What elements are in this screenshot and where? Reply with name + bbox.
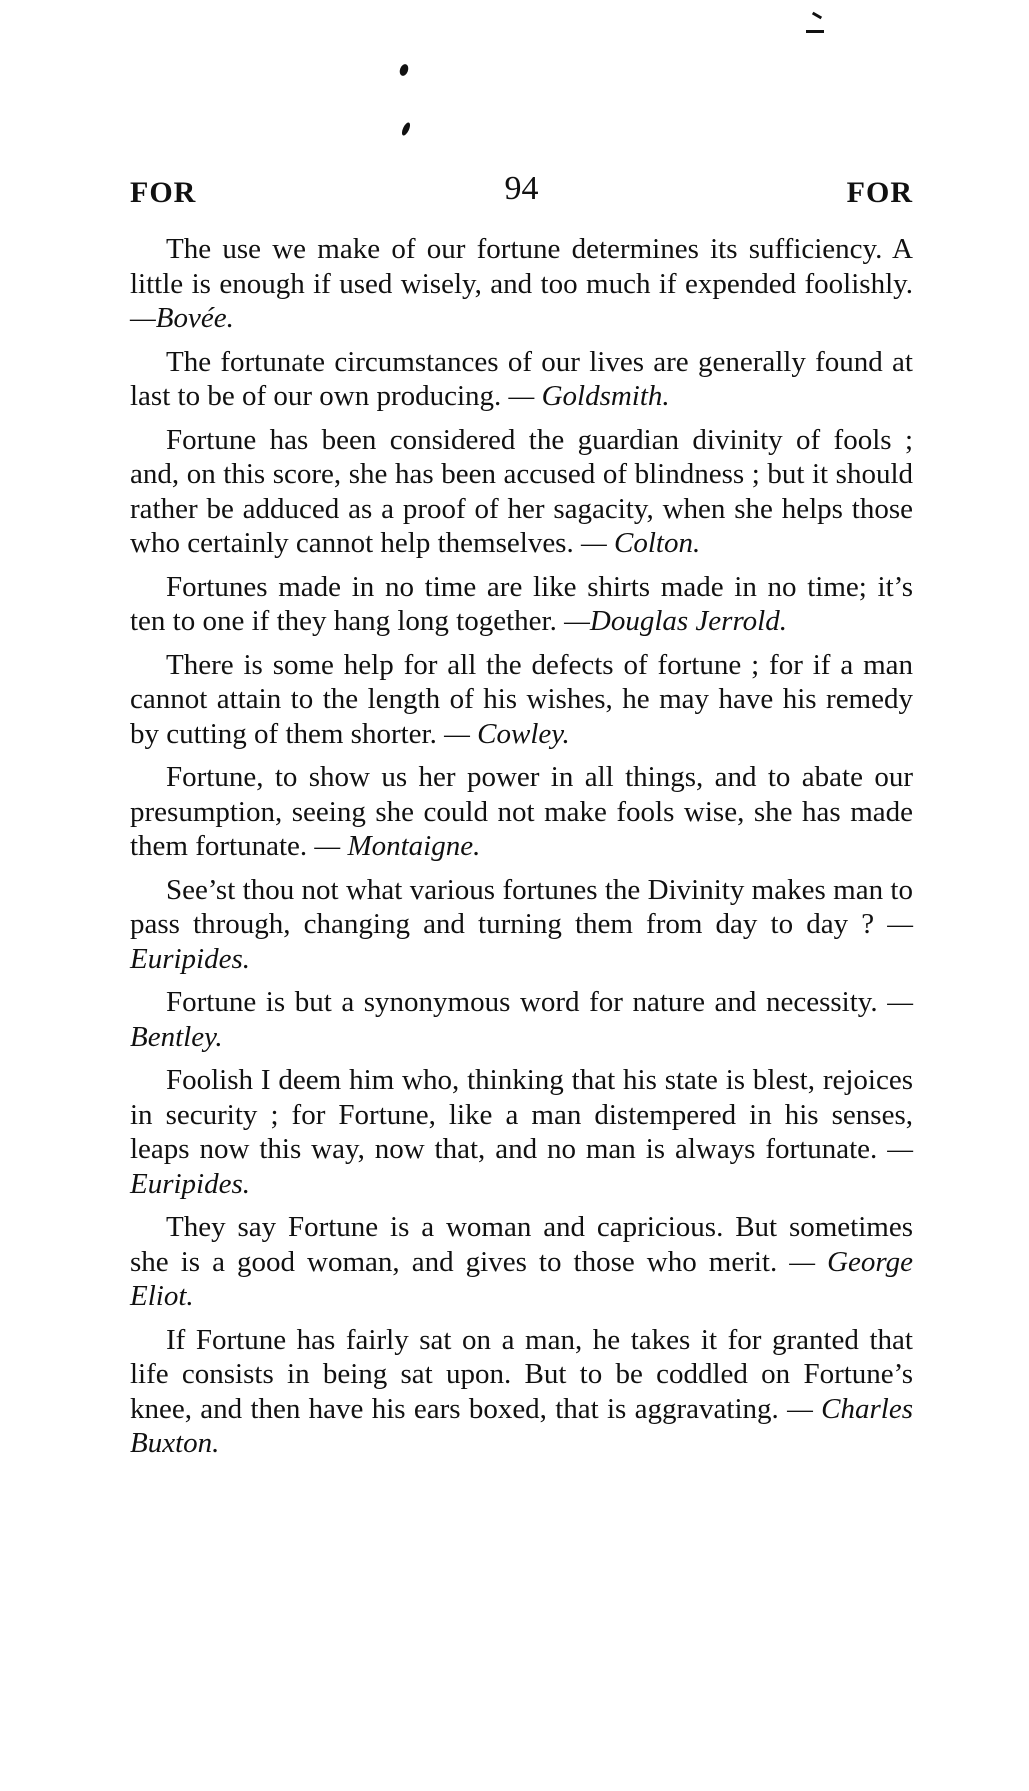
quotes-body [130, 232, 913, 1470]
quote-paragraph [130, 423, 913, 561]
quote-paragraph [130, 1063, 913, 1201]
quote-paragraph [130, 232, 913, 336]
running-head [130, 170, 913, 210]
quote-text: There is some help for all the defects of fortune ; for if a man cannot attain to the length of his wishes, he may have his remedy by cutting of them shorter. [130, 648, 913, 750]
quote-text: Fortune, to show us her power in all things, and to abate our presumption, seeing she could not make fools wise, she has made them fortunate. [130, 761, 913, 862]
quote-text: See’st thou not what various fortunes the Divinity makes man to pass through, changing and turning them from day to day ? [130, 873, 913, 940]
quote-text: If Fortune has fairly sat on a man, he takes it for granted that life consists in being sat upon. But to be coddled on Fortune’s knee, and then have his ears boxed, that is aggravating. [130, 1323, 913, 1425]
quote-author: — Charles Buxton. [130, 1392, 913, 1459]
quote-text: Foolish I deem him who, thinking that his state is blest, rejoices in security ; for Fortune, like a man distempered in his senses, leaps now this way, now that, and no man is always fortunate. [130, 1064, 913, 1165]
quote-author: — Euripides. [130, 1133, 913, 1200]
quote-author: — Cowley. [444, 717, 570, 750]
quote-paragraph [130, 760, 913, 864]
quote-text: Fortune has been considered the guardian divinity of fools ; and, on this score, she has been accused of blindness ; but it should rather be adduced as a proof of her sagacity, when she helps those who certainly cannot help themselves. [130, 423, 913, 559]
quote-paragraph [130, 985, 913, 1054]
quote-author: —Euripides. [130, 908, 913, 975]
quote-text: Fortunes made in no time are like shirts made in no time; it’s ten to one if they hang long together. [130, 570, 913, 637]
quote-author: — George Eliot. [130, 1245, 913, 1312]
page-number: 94 [504, 170, 539, 207]
quote-text: The fortunate circumstances of our lives are generally found at last to be of our own producing. [130, 345, 913, 412]
ink-mark [400, 121, 411, 136]
quote-author: —Douglas Jerrold. [564, 605, 787, 637]
quote-text: They say Fortune is a woman and capricious. But sometimes she is a good woman, and gives to those who merit. [130, 1211, 913, 1278]
ink-mark [398, 63, 410, 77]
quote-author: — Goldsmith. [508, 380, 670, 412]
quote-paragraph [130, 873, 913, 977]
quote-author: — Montaigne. [314, 830, 481, 862]
quote-paragraph [130, 648, 913, 752]
ink-mark [806, 30, 824, 33]
quote-text: Fortune is but a synonymous word for nature and necessity. [166, 986, 878, 1018]
quote-text: The use we make of our fortune determines its sufficiency. A little is enough if used wisely, and too much if expended foolishly. [130, 233, 913, 300]
quote-author: — Bentley. [130, 986, 914, 1053]
running-head-left: FOR [130, 176, 197, 209]
quote-author: —Bovée. [130, 302, 234, 334]
quote-paragraph [130, 570, 913, 639]
quote-paragraph [130, 1210, 913, 1314]
ink-mark [812, 12, 822, 20]
running-head-right: FOR [846, 176, 913, 209]
quote-paragraph [130, 1323, 913, 1461]
quote-paragraph [130, 345, 913, 414]
quote-author: — Colton. [580, 527, 701, 559]
